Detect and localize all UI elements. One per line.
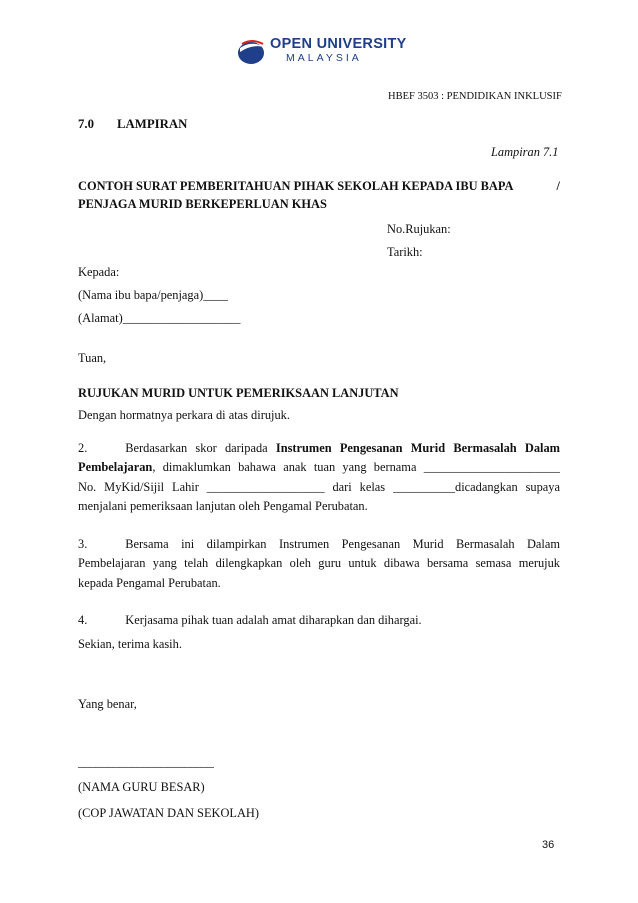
date-label: Tarikh: [387,245,423,259]
logo-title: OPEN UNIVERSITY [270,36,407,52]
paragraph-2-line4: menjalani pemeriksaan lanjutan oleh Pengamal Perubatan. [78,499,368,514]
paragraph-2-line2: Pembelajaran, dimaklumkan bahawa anak tuan yang bernama ______________________ [78,460,560,475]
paragraph-4: 4. Kerjasama pihak tuan adalah amat diharapkan dan dihargai. [78,613,422,627]
heading-slash: / [556,179,560,193]
reference-number-label: No.Rujukan: [387,222,451,236]
paragraph-2-line1: 2. Berdasarkan skor daripada Instrumen Pengesanan Murid Bermasalah Dalam [78,441,561,455]
oum-logo [236,36,416,68]
appendix-label: Lampiran 7.1 [491,145,559,159]
letter-subject: RUJUKAN MURID UNTUK PEMERIKSAAN LANJUTAN [78,386,399,400]
school-stamp: (COP JAWATAN DAN SEKOLAH) [78,806,259,820]
heading-line2: PENJAGA MURID BERKEPERLUAN KHAS [78,197,327,211]
paragraph-2-line3: No. MyKid/Sijil Lahir ___________________ dari kelas __________dicadangkan supaya [78,479,560,494]
signoff: Yang benar, [78,697,137,711]
paragraph-3-line1: 3. Bersama ini dilampirkan Instrumen Pengesanan Murid Bermasalah Dalam [78,537,560,551]
paragraph-3-line3: kepada Pengamal Perubatan. [78,575,221,590]
heading-line1: CONTOH SURAT PEMBERITAHUAN PIHAK SEKOLAH KEPADA IBU BAPA [78,179,514,193]
recipient-label: Kepada: [78,265,120,279]
closing-line: Sekian, terima kasih. [78,637,182,651]
oum-logo-mark-icon [236,38,266,66]
opening-line: Dengan hormatnya perkara di atas dirujuk. [78,408,290,422]
signature-line: _______________________ [78,755,214,769]
course-header: HBEF 3503 : PENDIDIKAN INKLUSIF [388,91,562,102]
paragraph-2 [78,439,560,517]
page-number: 36 [542,839,555,851]
parent-name-field: (Nama ibu bapa/penjaga)____ [78,288,229,302]
section-title: LAMPIRAN [117,117,188,131]
salutation: Tuan, [78,351,107,365]
letter-template-heading [78,177,560,213]
paragraph-4-number: 4. [78,613,88,627]
address-field: (Alamat)___________________ [78,311,241,325]
logo-subtitle: MALAYSIA [286,52,362,64]
headmaster-name: (NAMA GURU BESAR) [78,780,205,794]
paragraph-2-number: 2. [78,441,88,455]
instrument-name: Instrumen Pengesanan Murid Bermasalah Dalam [275,441,561,455]
section-number: 7.0 [78,117,94,131]
paragraph-3-line2: Pembelajaran yang telah dilengkapkan oleh guru untuk dibawa bersama semasa merujuk [78,556,560,571]
paragraph-3-number: 3. [78,537,88,551]
paragraph-3 [78,535,560,593]
